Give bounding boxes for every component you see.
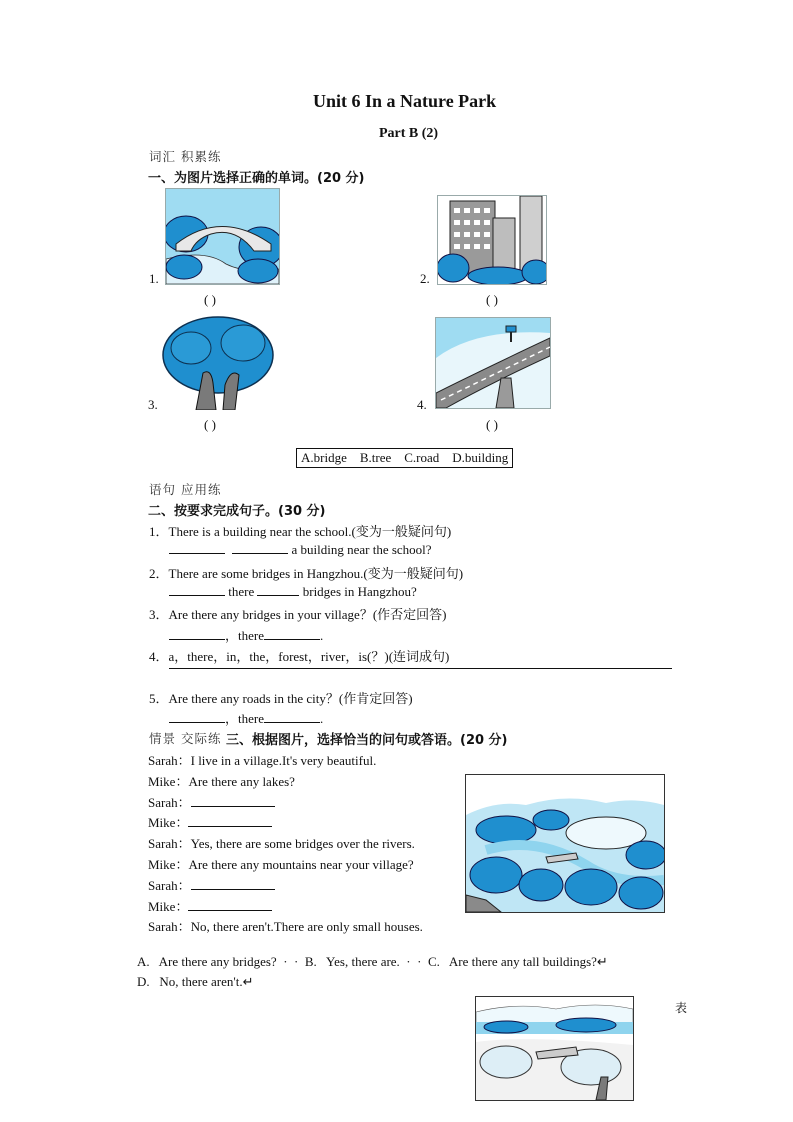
answer-blank[interactable] — [232, 541, 288, 554]
question-3-prompt: 3．Are there any bridges in your village？(作否定回答) — [149, 607, 447, 622]
word-options-box: A.bridge B.tree C.road D.building — [296, 448, 513, 468]
question-3-mid: ，there — [225, 628, 264, 643]
dialogue-line: Sarah：I live in a village.It's very beautiful. — [148, 753, 377, 768]
answer-blank[interactable] — [264, 710, 320, 723]
question-1-prompt: 1．There is a building near the school.(变为一般疑问句) — [149, 524, 452, 539]
dialogue-line: Sarah：Yes, there are some bridges over the rivers. — [148, 836, 415, 851]
page-title: Unit 6 In a Nature Park — [313, 91, 497, 111]
answer-blank[interactable]: ( ) — [204, 417, 216, 432]
dialogue-line: Sarah：No, there aren't.There are only small houses. — [148, 919, 423, 934]
section-label-sentence: 语句 应用练 — [149, 482, 222, 497]
page-subtitle: Part B (2) — [379, 126, 439, 141]
question-5-mid: ，there — [225, 711, 264, 726]
dialogue-line: Mike：Are there any mountains near your village? — [148, 857, 414, 872]
answer-blank[interactable] — [169, 627, 225, 640]
dialogue-options-line-2: D. No, there aren't.↵ — [137, 974, 254, 989]
section-label-dialogue: 情景 交际练 — [149, 731, 222, 746]
road-picture — [435, 317, 551, 409]
village-picture — [465, 774, 665, 913]
question-4-prompt: 4．a，there，in，the，forest，river，is(？)(连词成句) — [149, 649, 450, 664]
margin-char: 表 — [675, 1001, 688, 1015]
question-5-tail: . — [319, 711, 324, 726]
answer-blank[interactable] — [188, 814, 272, 827]
question-3-tail: . — [319, 628, 324, 643]
answer-blank[interactable] — [257, 583, 299, 596]
question-1-tail: a building near the school? — [288, 542, 432, 557]
dialogue-line: Mike： — [148, 812, 272, 831]
question-2-prompt: 2．There are some bridges in Hangzhou.(变为一般疑问句) — [149, 566, 464, 581]
section-heading-3: 三、根据图片，选择恰当的问句或答语。(20 分) — [226, 733, 508, 748]
answer-blank[interactable] — [191, 794, 275, 807]
question-4-answer-line[interactable] — [169, 668, 672, 669]
landscape-picture — [475, 996, 634, 1101]
answer-blank[interactable] — [264, 627, 320, 640]
answer-blank[interactable]: ( ) — [486, 417, 498, 432]
answer-blank[interactable]: ( ) — [204, 292, 216, 307]
dialogue-line: Sarah： — [148, 792, 275, 811]
answer-blank[interactable] — [188, 898, 272, 911]
building-picture — [437, 195, 547, 285]
dialogue-options-line-1: A. Are there any bridges? · · B. Yes, there are. · · C. Are there any tall buildings?↵ — [137, 954, 608, 969]
section-label-vocab: 词汇 积累练 — [149, 149, 222, 164]
section-heading-1: 一、为图片选择正确的单词。(20 分) — [148, 171, 365, 186]
item-number: 1. — [149, 271, 159, 286]
bridge-picture — [165, 188, 280, 285]
question-5-answer-line — [169, 708, 323, 727]
question-5-prompt: 5．Are there any roads in the city？(作肯定回答) — [149, 691, 413, 706]
question-3-answer-line — [169, 625, 323, 644]
dialogue-line: Mike：Are there any lakes? — [148, 774, 295, 789]
question-1-answer-line — [169, 541, 432, 558]
answer-blank[interactable]: ( ) — [486, 292, 498, 307]
question-2-answer-line — [169, 583, 417, 600]
question-2-mid: there — [225, 584, 258, 599]
answer-blank[interactable] — [169, 583, 225, 596]
item-number: 4. — [417, 397, 427, 412]
dialogue-line: Mike： — [148, 896, 272, 915]
item-number: 3. — [148, 397, 158, 412]
answer-blank[interactable] — [191, 877, 275, 890]
item-number: 2. — [420, 271, 430, 286]
answer-blank[interactable] — [169, 541, 225, 554]
question-2-tail: bridges in Hangzhou? — [299, 584, 417, 599]
dialogue-line: Sarah： — [148, 875, 275, 894]
tree-picture — [160, 312, 277, 411]
answer-blank[interactable] — [169, 710, 225, 723]
section-heading-2: 二、按要求完成句子。(30 分) — [148, 504, 326, 519]
